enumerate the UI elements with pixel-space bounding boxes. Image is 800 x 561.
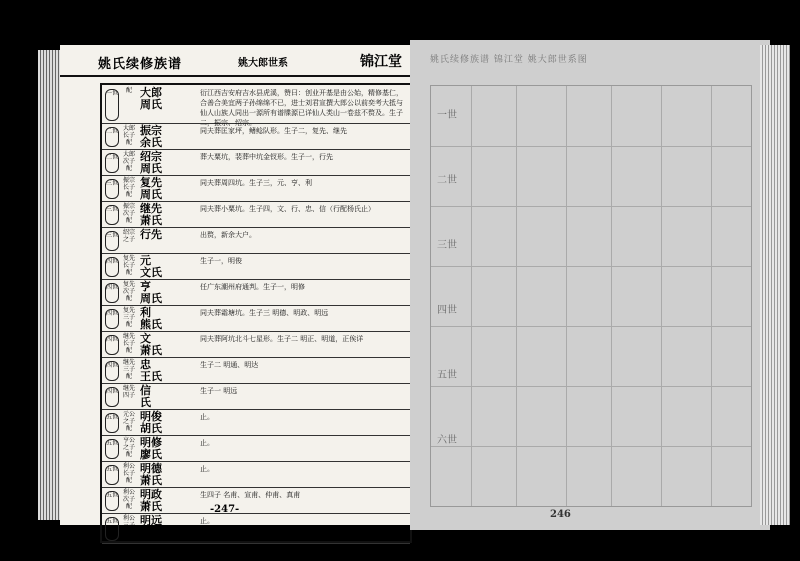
generation-badge: 五世 [105,413,119,433]
lineage-row [102,435,410,462]
person-name: 振宗 余氏 [140,124,162,149]
person-name: 文 萧氏 [140,332,162,357]
left-page [60,45,410,539]
chart-column-line [611,86,612,506]
person-name: 元 文氏 [140,254,162,279]
relation-note: 复先三子 配 [122,307,135,328]
relation-note: 大郎次子 配 [122,151,135,172]
chart-column-line [566,86,567,506]
right-page-header: 姚氏续修族谱 锦江堂 姚大郎世系图 [430,55,588,65]
generation-badge: 五世 [105,491,119,511]
lineage-row [102,85,410,127]
lineage-row [102,357,410,384]
relation-note: 继先三子 配 [122,359,135,380]
person-name: 利 熊氏 [140,306,162,331]
record-text: 出赘，新余大户。 [200,231,256,239]
person-name: 明修 廖氏 [140,436,162,461]
record-text: 葬大粟坑，裴葬中坑金钗形。生子一，行先 [200,153,333,161]
generation-badge: 二世 [105,127,119,147]
chart-row-line [431,206,751,207]
generation-badge: 四世 [105,309,119,329]
book-title: 姚氏续修族谱 [98,57,183,72]
generation-badge: 三世 [105,205,119,225]
lineage-row [102,487,410,514]
person-name: 大郎 周氏 [140,86,162,111]
person-name: 继先 萧氏 [140,202,162,227]
generation-badge: 五世 [105,465,119,485]
relation-note: 元公之子 配 [122,411,135,432]
record-text: 止。 [200,413,214,421]
record-text: 止。 [200,465,214,473]
page-number-right: 246 [550,509,571,520]
record-text: 生子一 明远 [200,387,238,395]
person-name: 亨 周氏 [140,280,162,305]
chart-row-line [431,146,751,147]
relation-note: 利公三子 配 [122,515,135,536]
lineage-row [102,409,410,436]
relation-note: 绍宗之子 [122,229,135,243]
left-page-edges [38,50,62,520]
right-page [410,40,770,530]
chart-generation-label: 一世 [437,110,457,121]
generation-badge: 五世 [105,517,119,541]
section-title: 姚大郎世系 [238,58,288,69]
lineage-chart [430,85,752,507]
record-text: 同夫葬周四坑。生子三，元、亨、利 [200,179,312,187]
chart-row-line [431,266,751,267]
relation-note: 继先长子 配 [122,333,135,354]
chart-row-line [431,446,751,447]
record-text: 同夫葬霜塘坑。生子三 明德、明政、明远 [200,309,329,317]
relation-note: 利公长子 配 [122,463,135,484]
record-text: 衍江西吉安府吉水县虎溪，赞曰：创业开基是由公始，精修基仁，合善合美宜两子孙绵绵不已，进士刘君宣撰大郎公以前奕考大抵与仙人山族人同出一源所有谱牒源已详仙人类山一卷兹不赘及。生子二，振宗、绍宗。 [200,89,403,127]
record-text: 止。 [200,517,214,525]
lineage-row [102,253,410,280]
lineage-row [102,331,410,358]
person-name: 复先 周氏 [140,176,162,201]
record-text: 生四子 名甫、宣甫、仲甫、真甫 [200,491,301,499]
chart-column-line [661,86,662,506]
chart-generation-label: 五世 [437,370,457,381]
generation-badge: 四世 [105,335,119,355]
genealogy-table [100,83,412,543]
generation-badge: 四世 [105,283,119,303]
chart-column-line [471,86,472,506]
chart-generation-label: 三世 [437,240,457,251]
chart-column-line [516,86,517,506]
lineage-row [102,279,410,306]
lineage-row [102,461,410,488]
person-name: 绍宗 周氏 [140,150,162,175]
lineage-row [102,149,410,176]
person-name: 明政 萧氏 [140,488,162,513]
record-text: 止。 [200,439,214,447]
relation-note: 复先长子 配 [122,255,135,276]
generation-badge: 一世 [105,89,119,121]
lineage-row [102,227,410,254]
relation-note: 大郎长子 配 [122,125,135,146]
record-text: 同夫葬小粟坑。生子四，文、行、忠、信（行配杨氏止） [200,205,375,213]
relation-note: 振宗长子 配 [122,177,135,198]
page-number-left: -247- [210,504,240,515]
generation-badge: 三世 [105,231,119,251]
relation-note: 亨公之子 配 [122,437,135,458]
generation-badge: 二世 [105,153,119,173]
record-text: 同夫葬匡家坪，鳍鲶队形。生子二，复先、继先 [200,127,347,135]
person-name: 信 氏 [140,384,151,409]
lineage-row [102,201,410,228]
generation-badge: 四世 [105,387,119,407]
relation-note: 利公次子 配 [122,489,135,510]
relation-note: 复先次子 配 [122,281,135,302]
record-text: 同夫葬阿坑北斗七星形。生子二 明正、明道，正俟详 [200,335,364,343]
chart-generation-label: 四世 [437,305,457,316]
lineage-row [102,513,410,544]
lineage-row [102,123,410,150]
record-text: 任广东潮州府通判。生子一，明修 [200,283,305,291]
chart-column-line [711,86,712,506]
page-header [60,45,410,77]
generation-badge: 五世 [105,439,119,459]
lineage-row [102,383,410,410]
right-page-edges [760,45,790,525]
chart-row-line [431,326,751,327]
person-name: 明俊 胡氏 [140,410,162,435]
lineage-row [102,305,410,332]
lineage-row [102,175,410,202]
generation-badge: 四世 [105,361,119,381]
chart-generation-label: 二世 [437,175,457,186]
person-name: 明德 萧氏 [140,462,162,487]
person-name: 明远 孔氏 [140,514,162,539]
record-text: 生子一，明俊 [200,257,242,265]
record-text: 生子二 明通、明达 [200,361,259,369]
hall-name: 锦江堂 [360,54,402,70]
relation-note: 配 [125,87,132,94]
chart-row-line [431,386,751,387]
chart-generation-label: 六世 [437,435,457,446]
relation-note: 继先四子 [122,385,135,399]
generation-badge: 四世 [105,257,119,277]
person-name: 行先 [140,228,162,241]
person-name: 忠 王氏 [140,358,162,383]
generation-badge: 三世 [105,179,119,199]
relation-note: 振宗次子 配 [122,203,135,224]
